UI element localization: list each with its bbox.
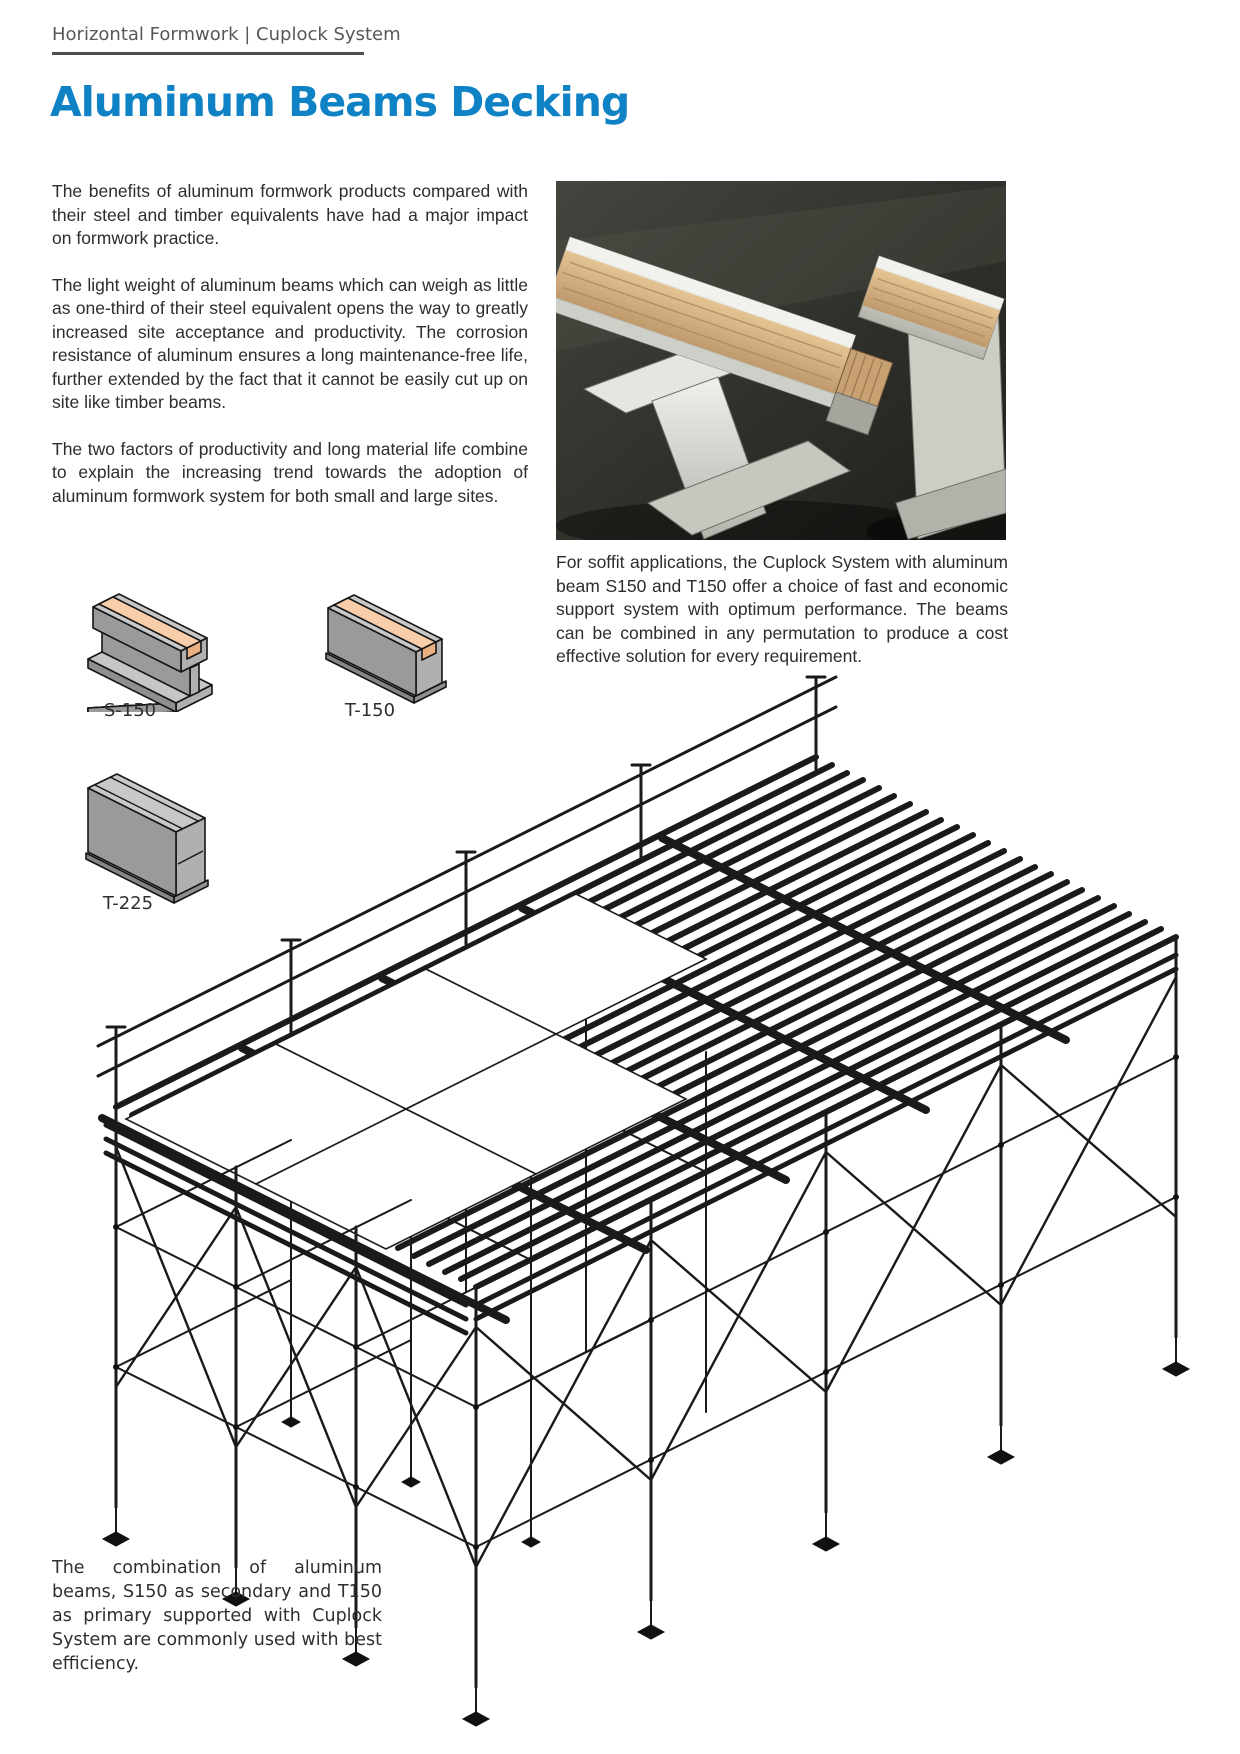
intro-text [52,180,528,531]
breadcrumb-rule [52,52,364,55]
intro-paragraph-1: The benefits of aluminum formwork products compared with their steel and timber equivalents have had a major impact on formwork practice. [52,181,528,248]
figure-t150-label: T-150 [344,700,396,721]
beams-photo [556,181,1006,540]
figure-t225-label: T-225 [102,893,154,914]
page-title: Aluminum Beams Decking [50,78,630,126]
photo-caption: For soffit applications, the Cuplock System with aluminum beam S150 and T150 offer a choice of fast and economic support system with optimum performance. The beams can be combined in any permutation to produce a cost effective solution for every requirement. [556,552,1008,666]
breadcrumb: Horizontal Formwork | Cuplock System [52,24,401,45]
footnote: The combination of aluminum beams, S150 as secondary and T150 as primary supported with Cuplock System are commonly used with best efficiency. [52,1558,382,1674]
beams-photo-illustration [556,181,1006,540]
figure-s150-label: S-150 [103,700,157,721]
intro-paragraph-3: The two factors of productivity and long material life combine to explain the increasing trend towards the adoption of aluminum formwork system for both small and large sites. [52,438,528,506]
intro-paragraph-2: The light weight of aluminum beams which can weigh as little as one-third of their steel equivalent opens the way to greatly increased site acceptance and productivity. The corrosion resistance of aluminum ensures a long maintenance-free life, further extended by the fact that it cannot be easily cut up on site like timber beams. [52,274,528,412]
